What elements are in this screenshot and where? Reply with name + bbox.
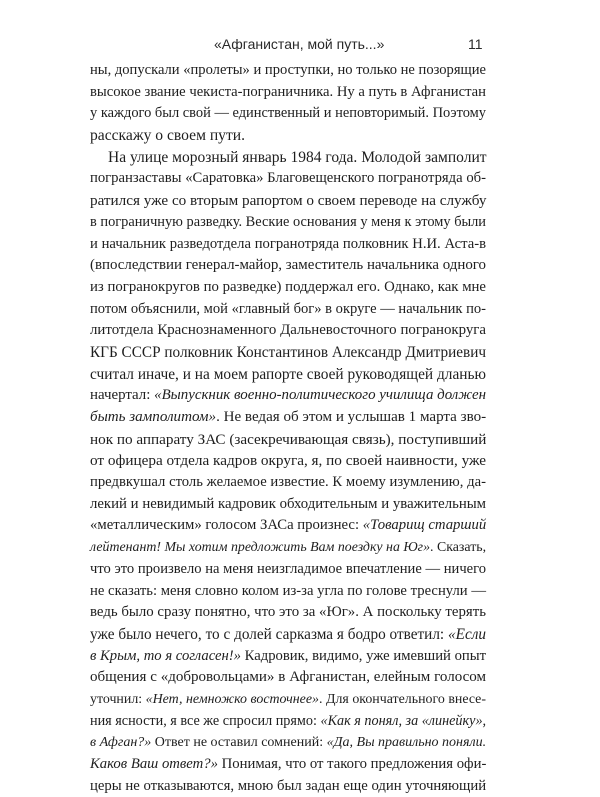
text-line <box>90 450 486 472</box>
text-segment: общения с «добровольцами» в Афганистан, елейным голосом <box>90 669 486 686</box>
text-segment: Кадровик, видимо, уже имевший опыт <box>241 647 486 664</box>
text-line <box>90 711 486 733</box>
text-segment: погранзаставы «Саратовка» Благовещенского погранотряда об- <box>90 170 486 187</box>
text-line <box>90 537 486 559</box>
text-line <box>90 190 486 212</box>
text-line <box>90 82 486 104</box>
text-segment: . Сказать, <box>430 540 487 556</box>
text-segment: На улице морозный январь 1984 года. Молодой замполит <box>108 148 487 166</box>
text-line <box>90 602 486 624</box>
running-title: «Афганистан, мой путь...» <box>214 36 385 52</box>
text-line <box>90 125 486 147</box>
text-segment: литотдела Краснознаменного Дальневосточного погранокруга <box>90 322 486 339</box>
text-segment: в пограничную разведку. Веские основания у меня к этому были <box>90 213 486 230</box>
text-line <box>90 103 486 125</box>
italic-quote: «Выпускник военно-политического училища должен <box>154 387 486 404</box>
text-segment: (впоследствии генерал-майор, заместитель начальника одного <box>90 257 486 274</box>
body-text <box>90 60 486 797</box>
italic-quote: Каков Ваш ответ?» <box>90 756 218 772</box>
text-line <box>90 234 486 256</box>
text-segment: высокое звание чекиста-пограничника. Ну а путь в Афганистан <box>90 83 486 100</box>
text-line <box>90 494 486 516</box>
text-line <box>90 472 486 494</box>
text-segment: уже было нечего, то с долей сарказма я бодро ответил: <box>90 625 449 643</box>
text-line <box>90 147 486 169</box>
text-segment: расскажу о своем пути. <box>90 127 246 145</box>
text-line <box>90 689 486 711</box>
text-segment: Понимая, что от такого предложения офи- <box>217 756 487 772</box>
italic-quote: лейтенант! Мы хотим предложить Вам поездку на Юг» <box>90 540 431 556</box>
text-segment: церы не отказываются, мною был задан еще один уточняющий <box>90 777 487 794</box>
italic-quote: «Да, Вы правильно поняли. <box>326 735 487 751</box>
text-segment: . Для окончательного внесе- <box>318 691 486 707</box>
text-segment: ны, допускали «пролеты» и проступки, но только не позорящие <box>90 62 487 78</box>
italic-quote: «Товарищ старший <box>362 517 487 534</box>
text-line <box>90 732 486 754</box>
italic-quote: «Как я понял, за «линейку», <box>320 712 487 729</box>
text-line <box>90 364 486 386</box>
text-segment: КГБ СССР полковник Константинов Александр Дмитриевич <box>90 343 487 361</box>
text-line <box>90 646 486 668</box>
italic-quote: «Нет, немножко восточнее» <box>145 691 319 707</box>
text-segment: предвкушал столь желаемое известие. К моему изумлению, да- <box>90 474 486 491</box>
text-segment: у каждого был свой — единственный и неповторимый. Поэтому <box>90 105 486 122</box>
text-line <box>90 581 486 603</box>
text-line <box>90 385 486 407</box>
text-line <box>90 429 486 451</box>
running-head <box>0 36 600 56</box>
page-number: 11 <box>468 36 483 52</box>
italic-quote: в Крым, то я согласен!» <box>90 647 241 664</box>
text-segment: считал иначе, и на моем рапорте своей руководящей дланью <box>90 365 486 383</box>
text-line <box>90 255 486 277</box>
text-segment: «металлическим» голосом ЗАСа произнес: <box>90 517 363 534</box>
italic-quote: «Если <box>448 625 486 643</box>
text-segment: лекий и невидимый кадровик обходительным и уважительным <box>90 495 486 512</box>
text-segment: нок по аппарату ЗАС (засекречивающая связь), поступивший <box>90 430 487 448</box>
text-line <box>90 624 486 646</box>
text-segment: Ответ не оставил сомнений: <box>151 735 327 751</box>
text-segment: ведь было сразу понятно, что это за «Юг». А поскольку терять <box>90 604 486 621</box>
text-line <box>90 277 486 299</box>
text-line <box>90 60 486 82</box>
text-segment: не сказать: меня словно колом из-за угла по голове треснули — <box>90 582 486 599</box>
text-line <box>90 515 486 537</box>
text-line <box>90 667 486 689</box>
text-segment: из погранокругов по разведке) поддержал его. Однако, как мне <box>90 278 486 295</box>
text-line <box>90 212 486 234</box>
text-segment: уточнил: <box>90 691 146 707</box>
text-line <box>90 754 486 776</box>
text-segment: что это произвело на меня неизгладимое впечатление — ничего <box>90 560 486 577</box>
italic-quote: в Афган?» <box>90 735 152 751</box>
text-line <box>90 776 486 797</box>
text-segment: ратился уже со вторым рапортом о своем переводе на службу <box>90 192 487 210</box>
text-line <box>90 407 486 429</box>
text-segment: ния ясности, я все же спросил прямо: <box>90 712 321 729</box>
italic-quote: быть замполитом» <box>90 409 217 425</box>
text-segment: начертал: <box>90 387 155 404</box>
text-segment: и начальник разведотдела погранотряда полковник Н.И. Аста-в <box>90 235 486 252</box>
text-line <box>90 299 486 321</box>
text-line <box>90 559 486 581</box>
text-line <box>90 168 486 190</box>
text-segment: от офицера отдела кадров округа, я, по своей наивности, уже <box>90 452 487 470</box>
text-line <box>90 342 486 364</box>
text-segment: потом объяснили, мой «главный бог» в округе — начальник по- <box>90 300 486 317</box>
text-segment: . Не ведая об этом и услышав 1 марта зво- <box>216 409 487 425</box>
text-line <box>90 320 486 342</box>
